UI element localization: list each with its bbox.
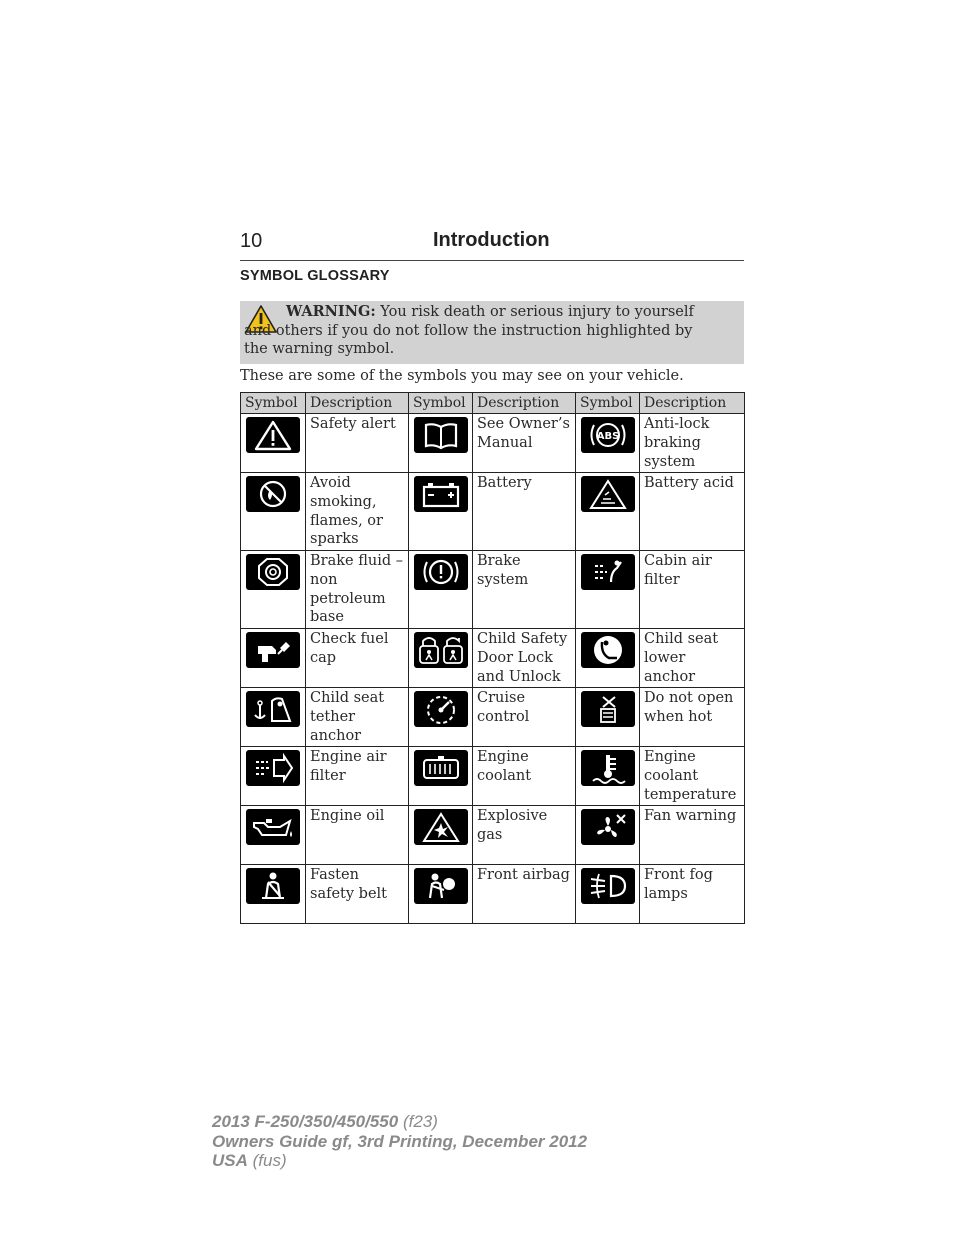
table-header-row [241,393,745,414]
column-header: Description [640,393,745,414]
column-header: Symbol [409,393,473,414]
owners-manual-icon [414,417,468,453]
brake-system-icon [414,554,468,590]
symbol-description: Front airbag [473,865,576,924]
symbol-description: Fan warning [640,806,745,865]
column-header: Description [306,393,409,414]
footer-market: USA [212,1151,248,1170]
column-header: Symbol [576,393,640,414]
engine-coolant-icon [414,750,468,786]
symbol-description: Child seat lower anchor [640,629,745,688]
symbol-description: Anti-lock braking system [640,414,745,473]
footer-market-code: (fus) [247,1151,287,1170]
footer-edition: Owners Guide gf, 3rd Printing, December 2012 [212,1131,588,1151]
no-smoking-icon [246,476,300,512]
fuel-cap-icon [246,632,300,668]
section-title: SYMBOL GLOSSARY [240,268,390,284]
symbol-description: Brake fluid – non petroleum base [306,551,409,629]
engine-air-filter-icon [246,750,300,786]
symbol-description: Engine coolant [473,747,576,806]
table-row [241,865,745,924]
coolant-temp-icon [581,750,635,786]
warning-body: You risk death or serious injury to yourself and others if you do not follow the instruction highlighted by the warning symbol. [244,304,694,358]
symbol-description: Front fog lamps [640,865,745,924]
warning-label: WARNING: [286,303,376,320]
cruise-control-icon [414,691,468,727]
tether-anchor-icon [246,691,300,727]
page-number: 10 [240,230,263,252]
table-row [241,473,745,551]
symbol-description: Battery acid [640,473,745,551]
warning-text [244,303,704,359]
symbol-description: Child Safety Door Lock and Unlock [473,629,576,688]
front-airbag-icon [414,868,468,904]
footer-model-code: (f23) [398,1112,438,1131]
symbol-description: Engine coolant temperature [640,747,745,806]
battery-acid-icon [581,476,635,512]
column-header: Description [473,393,576,414]
seat-belt-icon [246,868,300,904]
table-row [241,551,745,629]
symbol-glossary-table [240,392,745,924]
symbol-description: Engine air filter [306,747,409,806]
footer-model: 2013 F-250/350/450/550 [212,1112,399,1131]
abs-icon [581,417,635,453]
battery-icon [414,476,468,512]
brake-fluid-icon [246,554,300,590]
symbol-description: Battery [473,473,576,551]
cabin-air-filter-icon [581,554,635,590]
explosive-gas-icon [414,809,468,845]
page-footer [212,1112,587,1171]
fog-lamp-icon [581,868,635,904]
page-header [240,228,744,261]
symbol-description: Explosive gas [473,806,576,865]
fan-warning-icon [581,809,635,845]
symbol-description: Engine oil [306,806,409,865]
symbol-description: Child seat tether anchor [306,688,409,747]
svg-text:ABS: ABS [596,431,619,442]
safety-alert-icon [246,417,300,453]
symbol-description: Brake system [473,551,576,629]
symbol-description: Cruise control [473,688,576,747]
symbol-description: Avoid smoking, flames, or sparks [306,473,409,551]
table-row [241,806,745,865]
child-seat-anchor-icon [581,632,635,668]
symbol-description: Check fuel cap [306,629,409,688]
intro-text: These are some of the symbols you may see on your vehicle. [240,368,684,384]
warning-box [240,301,744,364]
column-header: Symbol [241,393,306,414]
symbol-description: Fasten safety belt [306,865,409,924]
engine-oil-icon [246,809,300,845]
symbol-description: Do not open when hot [640,688,745,747]
table-row [241,414,745,473]
symbol-description: Safety alert [306,414,409,473]
table-row [241,629,745,688]
chapter-title: Introduction [433,229,550,251]
table-row [241,747,745,806]
table-row [241,688,745,747]
child-lock-icon [414,632,468,668]
symbol-description: See Owner’s Manual [473,414,576,473]
symbol-description: Cabin air filter [640,551,745,629]
do-not-open-hot-icon [581,691,635,727]
